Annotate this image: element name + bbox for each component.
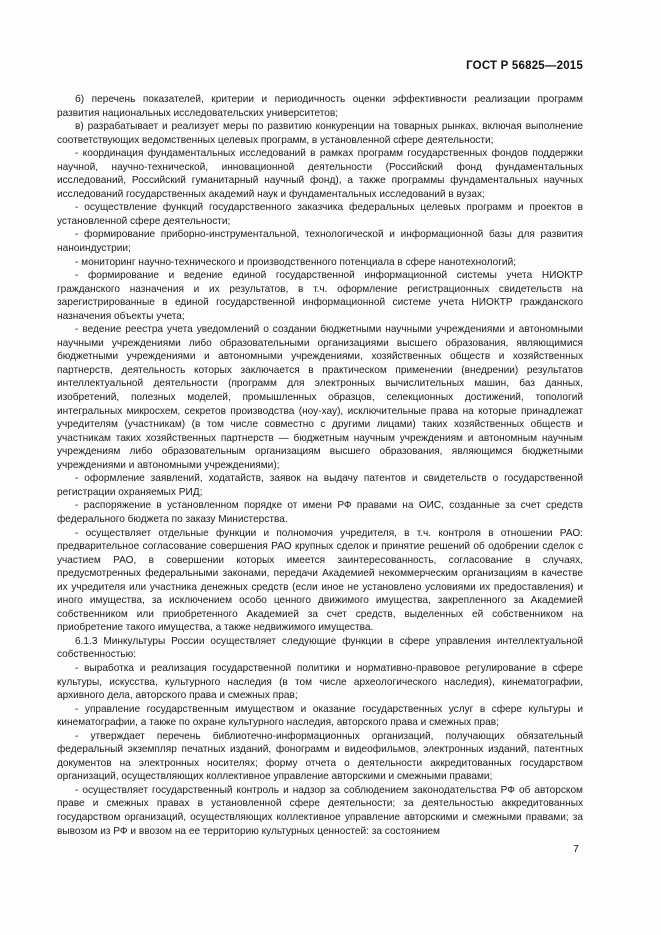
section-heading-paragraph: 6.1.3 Минкультуры России осуществляет следующие функции в сфере управления интеллектуальной собственностью: [57,635,583,661]
paragraph: - осуществляет государственный контроль и надзор за соблюдением законодательства РФ об авторском праве и смежных правах в установленной сфере деятельности; за деятельностью аккредитованных государством организаций, осуществляющих коллективное управление авторскими и смежными правами; за вывозом из РФ и ввозом на ее территорию культурных ценностей: за состоянием [57,784,583,837]
paragraph: - ведение реестра учета уведомлений о создании бюджетными научными учреждениями и автономными научными учреждениями либо образовательными организациями высшего образования, являющимися бюджетными учреждениями и автономными учреждениями, хозяйственных обществ и хозяйственных партнерств, деятельность которых заключается в практическом применении (внедрении) результатов интеллектуальной деятельности (программ для электронных вычислительных машин, баз данных, изобретений, полезных моделей, промышленных образцов, селекционных достижений, топологий интегральных микросхем, секретов производства (ноу-хау), исключительные права на которые принадлежат учредителям (участникам) (в том числе совместно с другими лицами) таких хозяйственных обществ и участникам таких хозяйственных партнерств — бюджетным научным учреждениям и автономным научным учреждениям либо образовательным организациям высшего образования, являющимся бюджетными учреждениями и автономными учреждениями); [57,324,583,471]
paragraph: б) перечень показателей, критерии и периодичность оценки эффективности реализации программ развития национальных исследовательских университетов; [57,94,583,119]
paragraph: - формирование приборно-инструментальной, технологической и информационной базы для развития наноиндустрии; [57,229,583,255]
paragraph: в) разрабатывает и реализует меры по развитию конкуренции на товарных рынках, включая выполнение соответствующих ведомственных целевых программ, в установленной сфере деятельности; [57,121,583,146]
paragraph: - осуществление функций государственного заказчика федеральных целевых программ и проектов в установленной сфере деятельности; [57,202,583,227]
paragraph: - оформление заявлений, ходатайств, заявок на выдачу патентов и свидетельств о государственной регистрации охраняемых РИД; [57,473,583,498]
page-number: 7 [573,843,579,855]
paragraph: - распоряжение в установленном порядке от имени РФ правами на ОИС, созданные за счет средств федерального бюджета по заказу Министерства. [57,500,583,525]
paragraph: - мониторинг научно-технического и производственного потенциала в сфере нанотехнологий; [75,256,517,268]
paragraph: - утверждает перечень библиотечно-информационных организаций, получающих обязательный федеральный экземпляр печатных изданий, фонограмм и видеофильмов, электронных изданий, патентных документов на электронных носителях; форму отчета о деятельности аккредитованных государством организаций, осуществляющих коллективное управление авторскими и смежными правами; [57,730,583,783]
paragraph: - осуществляет отдельные функции и полномочия учредителя, в т.ч. контроля в отношении РАО: предварительное согласование совершения РАО крупных сделок и принятие решений об одобрении сделок с участием РАО, в совершении которых имеется заинтересованность, согласование в случаях, предусмотренных федеральными законами, передачи Академией некоммерческим организациям в качестве их учредителя или участника денежных средств (если иное не установлено условиями их предоставления) и иного имущества, за исключением особо ценного движимого имущества, закрепленного за Академией собственником или приобретенного Академией за счет средств, выделенных ей собственником на приобретение такого имущества, а также недвижимого имущества. [57,527,583,634]
standard-code-header: ГОСТ Р 56825—2015 [466,60,583,72]
body-text [57,93,583,838]
paragraph: - выработка и реализация государственной политики и нормативно-правовое регулирование в сфере культуры, искусства, культурного наследия (в том числе археологического наследия), кинематографии, архивного дела, авторского права и смежных прав; [57,662,583,702]
paragraph: - формирование и ведение единой государственной информационной системы учета НИОКТР гражданского назначения и их результатов, в т.ч. оформление регистрационных свидетельств на зарегистрированные в единой государственной информационной системе учета НИОКТР гражданского назначения объекты учета; [57,270,583,322]
paragraph: - управление государственным имуществом и оказание государственных услуг в сфере культуры и кинематографии, а также по охране культурного наследия, авторского права и смежных прав; [57,703,583,729]
paragraph: - координация фундаментальных исследований в рамках программ государственных фондов поддержки научной, научно-технической, инновационной деятельности (Российский фонд фундаментальных исследований, Российский гуманитарный научный фонд), а также программы фундаментальных научных исследований государственных академий наук и фундаментальных исследований в вузах; [57,148,583,200]
